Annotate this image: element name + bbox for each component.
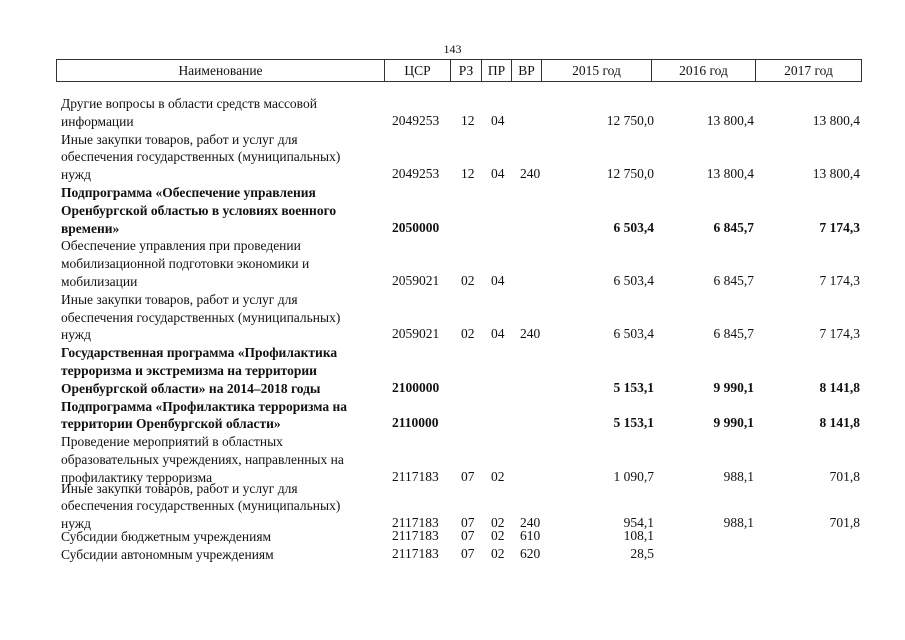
row-value-2015: 6 503,4: [613, 272, 654, 288]
row-value-2016: 13 800,4: [706, 166, 754, 182]
row-name: Подпрограмма «Обеспечение управления Оренбургской областью в условиях военного времени»: [61, 185, 337, 236]
row-csr: 2059021: [392, 272, 440, 288]
row-name: Проведение мероприятий в областных образовательных учреждениях, направленных на профилактику терроризма: [61, 434, 344, 485]
row-value-2015: 28,5: [630, 545, 654, 561]
header-pr: ПР: [481, 60, 511, 81]
header-rz: РЗ: [450, 60, 481, 81]
row-value-2015: 108,1: [623, 528, 654, 543]
row-name: Обеспечение управления при проведении мобилизационной подготовки экономики и мобилизации: [61, 238, 310, 289]
row-name: Субсидии автономным учреждениям: [61, 546, 274, 562]
row-rz: 07: [461, 515, 475, 531]
row-csr: 2117183: [392, 528, 439, 543]
row-csr: 2100000: [392, 379, 440, 395]
row-csr: 2117183: [392, 468, 439, 484]
row-pr: 02: [491, 545, 505, 561]
row-rz: 07: [461, 528, 475, 543]
row-value-2015: 954,1: [623, 515, 654, 531]
row-rz: 02: [461, 326, 475, 342]
row-pr: 04: [491, 166, 505, 182]
row-pr: 04: [491, 272, 505, 288]
header-name: Наименование: [56, 60, 384, 81]
row-csr: 2117183: [392, 545, 439, 561]
header-vr: ВР: [511, 60, 541, 81]
row-rz: 12: [461, 112, 475, 128]
row-value-2016: 988,1: [723, 468, 754, 484]
row-name: Иные закупки товаров, работ и услуг для обеспечения государственных (муниципальных) нужд: [61, 131, 341, 183]
header-2017: 2017 год: [755, 60, 862, 81]
row-rz: 12: [461, 166, 475, 182]
row-value-2016: 6 845,7: [713, 272, 754, 288]
row-rz: 07: [461, 545, 475, 561]
row-pr: 02: [491, 468, 505, 484]
row-csr: 2110000: [392, 415, 439, 431]
row-pr: 02: [491, 515, 505, 531]
row-value-2016: 6 845,7: [713, 219, 754, 235]
row-value-2015: 5 153,1: [613, 415, 654, 431]
row-name: Подпрограмма «Профилактика терроризма на территории Оренбургской области»: [61, 398, 348, 432]
row-value-2017: 8 141,8: [819, 379, 860, 395]
row-value-2015: 5 153,1: [613, 379, 654, 395]
row-name: Иные закупки товаров, работ и услуг для обеспечения государственных (муниципальных) нужд: [61, 480, 341, 532]
row-csr: 2117183: [392, 515, 439, 531]
row-value-2015: 1 090,7: [613, 468, 654, 484]
row-value-2017: 7 174,3: [819, 219, 860, 235]
row-rz: 02: [461, 272, 475, 288]
row-csr: 2049253: [392, 112, 440, 128]
table-header: [56, 59, 862, 82]
header-2015: 2015 год: [541, 60, 651, 81]
row-value-2016: 988,1: [723, 515, 754, 531]
row-value-2017: 701,8: [829, 468, 860, 484]
row-vr: 620: [520, 545, 541, 561]
row-vr: 240: [520, 166, 541, 182]
row-value-2015: 12 750,0: [606, 112, 654, 128]
row-value-2015: 12 750,0: [606, 166, 654, 182]
row-name: Субсидии бюджетным учреждениям: [61, 529, 272, 544]
row-value-2015: 6 503,4: [613, 326, 654, 342]
row-value-2016: 13 800,4: [706, 112, 754, 128]
row-vr: 240: [520, 515, 541, 531]
row-value-2017: 7 174,3: [819, 272, 860, 288]
row-value-2016: 9 990,1: [713, 415, 754, 431]
row-vr: 610: [520, 528, 541, 543]
row-rz: 07: [461, 468, 475, 484]
row-pr: 02: [491, 528, 505, 543]
row-name: Иные закупки товаров, работ и услуг для обеспечения государственных (муниципальных) нужд: [61, 291, 341, 343]
row-name: Государственная программа «Профилактика терроризма и экстремизма на территории Оренбургской области» на 2014–2018 годы: [61, 345, 338, 396]
row-value-2017: 13 800,4: [812, 166, 860, 182]
row-value-2016: 6 845,7: [713, 326, 754, 342]
row-pr: 04: [491, 112, 505, 128]
header-2016: 2016 год: [651, 60, 755, 81]
row-vr: 240: [520, 326, 541, 342]
row-name: Другие вопросы в области средств массовой информации: [61, 96, 317, 129]
row-value-2017: 13 800,4: [812, 112, 860, 128]
row-csr: 2049253: [392, 166, 440, 182]
row-csr: 2059021: [392, 326, 440, 342]
row-csr: 2050000: [392, 219, 440, 235]
row-pr: 04: [491, 326, 505, 342]
row-value-2017: 8 141,8: [819, 415, 860, 431]
page-number: 143: [443, 42, 462, 56]
row-value-2015: 6 503,4: [613, 219, 654, 235]
row-value-2016: 9 990,1: [713, 379, 754, 395]
row-value-2017: 7 174,3: [819, 326, 860, 342]
header-csr: ЦСР: [384, 60, 450, 81]
row-value-2017: 701,8: [829, 515, 860, 531]
